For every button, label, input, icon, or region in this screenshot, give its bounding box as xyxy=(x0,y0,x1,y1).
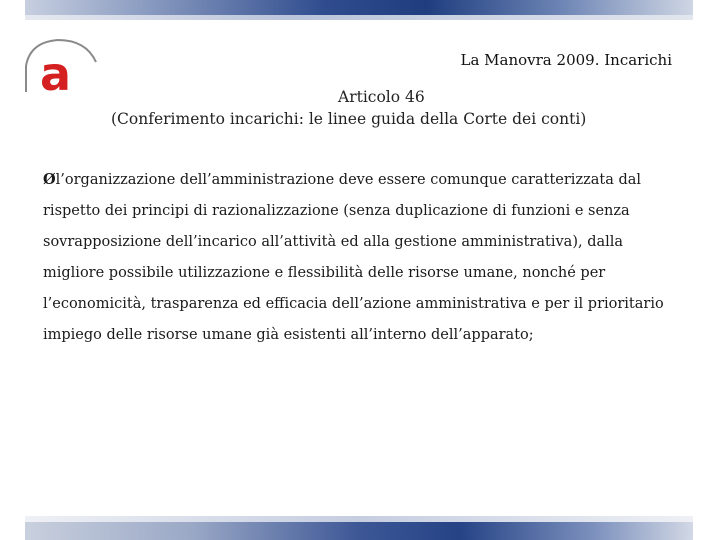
paragraph-text: l’organizzazione dell’amministrazione deve essere comunque caratterizzata dal rispetto dei principi di razionalizzazione (senza duplicazione di funzioni e senza sovrapposizione dell’incarico all’attività ed alla gestione amministrativa), dalla migliore possibile utilizzazione e flessibilità delle risorse umane, nonché per l’economicità, trasparenza ed efficacia dell’azione amministrativa e per il prioritario impiego delle risorse umane già esistenti all’interno dell’apparato; xyxy=(43,172,664,343)
bottom-decorative-bar xyxy=(25,516,693,540)
article-subtitle: (Conferimento incarichi: le linee guida della Corte dei conti) xyxy=(111,110,587,128)
bullet-paragraph xyxy=(43,164,683,351)
bullet-arrow-icon: Ø xyxy=(43,171,56,188)
logo-letter: a xyxy=(40,47,72,94)
page-title: La Manovra 2009. Incarichi xyxy=(460,51,672,69)
top-decorative-bar xyxy=(25,0,693,20)
article-number: Articolo 46 xyxy=(338,88,425,106)
logo-icon xyxy=(24,36,98,94)
